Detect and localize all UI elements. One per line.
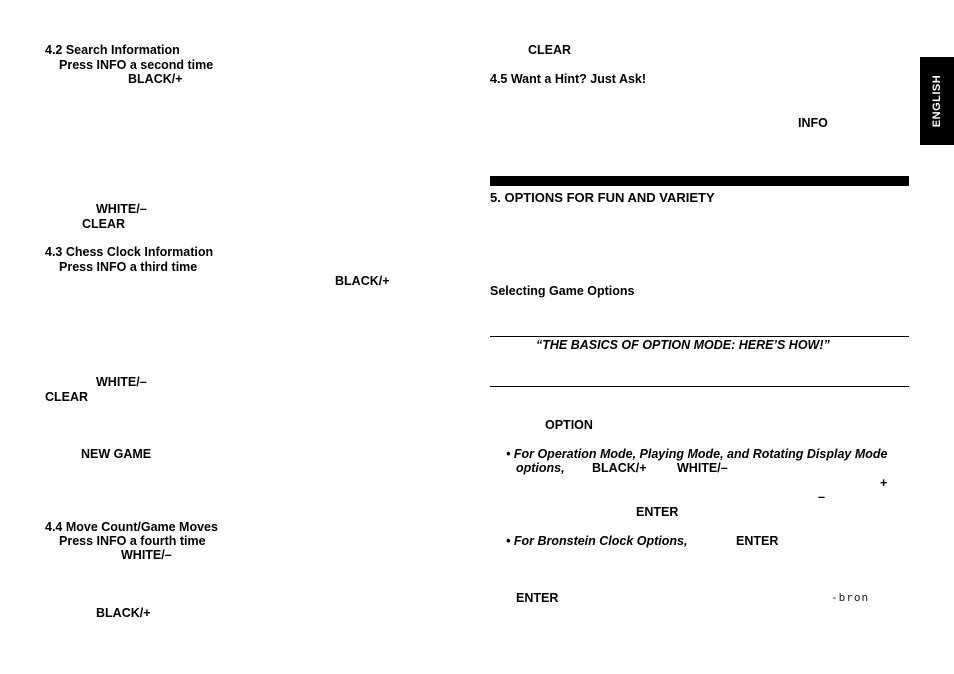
white-minus-key-label: WHITE/– xyxy=(96,202,147,216)
black-plus-key-label: BLACK/+ xyxy=(592,461,647,475)
section-5-title: 5. OPTIONS FOR FUN AND VARIETY xyxy=(490,190,715,205)
selecting-options-title: Selecting Game Options xyxy=(490,284,635,298)
option-key-label: OPTION xyxy=(545,418,593,432)
enter-key-label: ENTER xyxy=(736,534,779,548)
lcd-display-readout: -bron xyxy=(831,591,870,604)
plus-sign: + xyxy=(880,476,888,490)
black-plus-key-label: BLACK/+ xyxy=(128,72,183,86)
black-plus-key-label: BLACK/+ xyxy=(335,274,390,288)
section-5-header-bar xyxy=(490,176,909,186)
minus-sign: – xyxy=(818,490,825,504)
black-plus-key-label: BLACK/+ xyxy=(96,606,151,620)
bullet-bronstein: • For Bronstein Clock Options, xyxy=(506,534,688,548)
enter-key-label: ENTER xyxy=(636,505,679,519)
new-game-key-label: NEW GAME xyxy=(81,447,152,461)
section-4-5-title: 4.5 Want a Hint? Just Ask! xyxy=(490,72,647,86)
section-4-3-title: 4.3 Chess Clock Information xyxy=(45,245,214,259)
info-key-label: INFO xyxy=(798,116,828,130)
bullet-options-word: options, xyxy=(516,461,565,475)
section-4-4-step: Press INFO a fourth time xyxy=(59,534,206,548)
bullet-operation-modes: • For Operation Mode, Playing Mode, and Rotating Display Mode xyxy=(506,447,888,461)
language-tab-label: ENGLISH xyxy=(931,74,943,128)
section-4-4-title: 4.4 Move Count/Game Moves xyxy=(45,520,218,534)
section-4-2-title: 4.2 Search Information xyxy=(45,43,180,57)
white-minus-key-label: WHITE/– xyxy=(121,548,172,562)
basics-box-bottom-rule xyxy=(490,386,909,387)
basics-box-top-rule xyxy=(490,336,909,337)
section-4-3-step: Press INFO a third time xyxy=(59,260,198,274)
enter-key-label: ENTER xyxy=(516,591,559,605)
white-minus-key-label: WHITE/– xyxy=(96,375,147,389)
clear-key-label: CLEAR xyxy=(528,43,572,57)
clear-key-label: CLEAR xyxy=(45,390,89,404)
language-tab xyxy=(920,57,954,145)
clear-key-label: CLEAR xyxy=(82,217,126,231)
section-4-2-step: Press INFO a second time xyxy=(59,58,214,72)
basics-box-title: “THE BASICS OF OPTION MODE: HERE’S HOW!” xyxy=(536,338,830,352)
white-minus-key-label: WHITE/– xyxy=(677,461,728,475)
